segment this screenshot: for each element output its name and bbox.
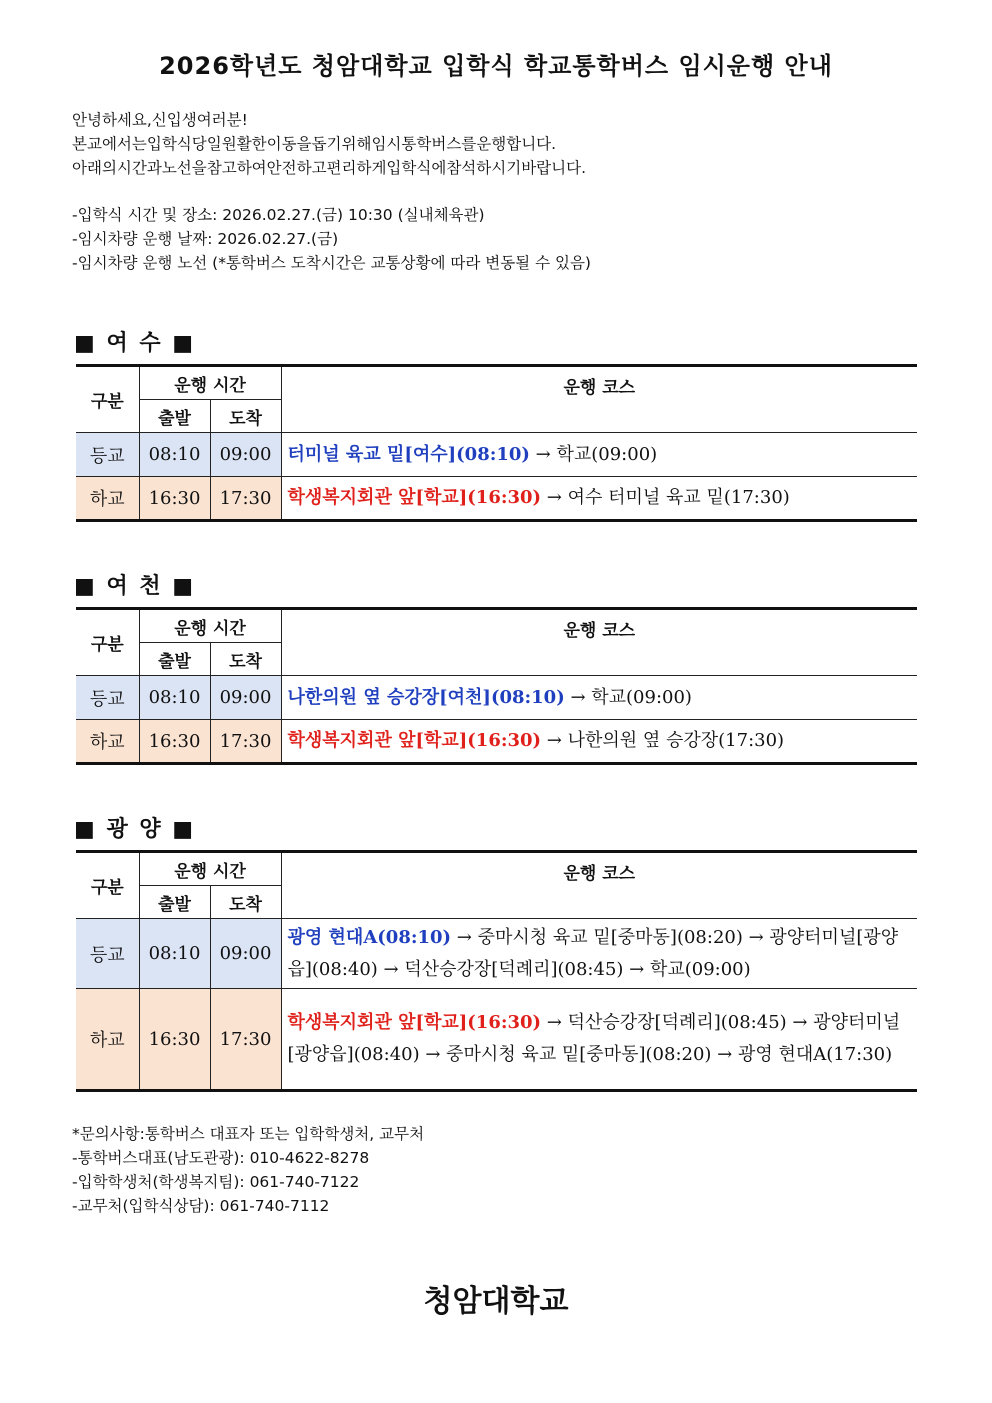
depart-time: 08:10 [139, 433, 210, 477]
schedule-table-yeocheon [76, 607, 917, 765]
schedule-table-gwangyang [76, 850, 917, 1092]
route-rest: → 중마시청 육교 밑[중마동](08:20) → 광양터미널[광양읍](08:40) → 덕산승강장[덕례리](08:45) → 학교(09:00) [287, 926, 899, 980]
header-course: 운행 코스 [281, 609, 917, 676]
section-heading-gwangyang: ■ 광 양 ■ [74, 816, 196, 842]
info-list [72, 203, 591, 275]
row-type: 하교 [76, 989, 139, 1091]
info-line-route: -임시차량 운행 노선 (*통학버스 도착시간은 교통상황에 따라 변동될 수 있음) [72, 254, 591, 272]
row-type: 등교 [76, 919, 139, 989]
arrive-time: 09:00 [210, 676, 281, 720]
contact-info [72, 1122, 424, 1218]
intro-text [72, 108, 586, 180]
header-course: 운행 코스 [281, 366, 917, 433]
table-row [76, 989, 917, 1091]
route-start: 나한의원 옆 승강장[여천](08:10) [287, 686, 565, 708]
arrive-time: 17:30 [210, 477, 281, 521]
route-start: 광영 현대A(08:10) [287, 926, 452, 948]
depart-time: 16:30 [139, 989, 210, 1091]
contact-line: -통학버스대표(남도관광): 010-4622-8278 [72, 1149, 370, 1167]
info-line-ceremony: -입학식 시간 및 장소: 2026.02.27.(금) 10:30 (실내체육관) [72, 206, 485, 224]
header-depart: 출발 [139, 643, 210, 676]
page-title: 2026학년도 청암대학교 입학식 학교통학버스 임시운행 안내 [159, 52, 833, 80]
route-start: 학생복지회관 앞[학교](16:30) [287, 730, 542, 751]
header-arrive: 도착 [210, 886, 281, 919]
route-course [281, 720, 917, 764]
contact-line: *문의사항:통학버스 대표자 또는 입학학생처, 교무처 [72, 1125, 425, 1143]
route-course [281, 477, 917, 521]
route-rest: → 여수 터미널 육교 밑(17:30) [541, 487, 790, 508]
row-type: 하교 [76, 477, 139, 521]
table-row [76, 676, 917, 720]
depart-time: 16:30 [139, 477, 210, 521]
header-depart: 출발 [139, 400, 210, 433]
route-start: 학생복지회관 앞[학교](16:30) [287, 487, 542, 508]
route-course [281, 676, 917, 720]
section-heading-yeosu: ■ 여 수 ■ [74, 330, 196, 356]
table-row [76, 477, 917, 521]
depart-time: 08:10 [139, 919, 210, 989]
route-rest: → 덕산승강장[덕례리](08:45) → 광양터미널[광양읍](08:40) → 중마시청 육교 밑[중마동](08:20) → 광영 현대A(17:30) [287, 1012, 901, 1065]
header-arrive: 도착 [210, 643, 281, 676]
arrive-time: 17:30 [210, 720, 281, 764]
depart-time: 16:30 [139, 720, 210, 764]
row-type: 등교 [76, 676, 139, 720]
schedule-table-yeosu [76, 364, 917, 522]
route-rest: → 나한의원 옆 승강장(17:30) [541, 730, 785, 751]
header-arrive: 도착 [210, 400, 281, 433]
intro-line: 아래의시간과노선을참고하여안전하고편리하게입학식에참석하시기바랍니다. [72, 159, 587, 177]
row-type: 하교 [76, 720, 139, 764]
info-line-date: -임시차량 운행 날짜: 2026.02.27.(금) [72, 230, 339, 248]
header-course: 운행 코스 [281, 852, 917, 919]
route-course [281, 433, 917, 477]
table-row [76, 720, 917, 764]
table-row [76, 433, 917, 477]
route-rest: → 학교(09:00) [564, 686, 692, 708]
header-time: 운행 시간 [139, 366, 281, 400]
header-time: 운행 시간 [139, 609, 281, 643]
arrive-time: 17:30 [210, 989, 281, 1091]
route-rest: → 학교(09:00) [529, 443, 658, 465]
school-name-footer: 청암대학교 [423, 1284, 569, 1319]
row-type: 등교 [76, 433, 139, 477]
route-course [281, 919, 917, 989]
route-course [281, 989, 917, 1091]
arrive-time: 09:00 [210, 919, 281, 989]
intro-line: 본교에서는입학식당일원활한이동을돕기위해임시통학버스를운행합니다. [72, 135, 557, 153]
depart-time: 08:10 [139, 676, 210, 720]
header-category: 구분 [76, 609, 139, 676]
header-depart: 출발 [139, 886, 210, 919]
contact-line: -교무처(입학식상담): 061-740-7112 [72, 1197, 330, 1215]
route-start: 터미널 육교 밑[여수](08:10) [287, 443, 530, 465]
intro-line: 안녕하세요,신입생여러분! [72, 111, 248, 129]
header-time: 운행 시간 [139, 852, 281, 886]
arrive-time: 09:00 [210, 433, 281, 477]
contact-line: -입학학생처(학생복지팀): 061-740-7122 [72, 1173, 360, 1191]
table-row [76, 919, 917, 989]
header-category: 구분 [76, 852, 139, 919]
route-start: 학생복지회관 앞[학교](16:30) [287, 1012, 542, 1033]
section-heading-yeocheon: ■ 여 천 ■ [74, 573, 196, 599]
header-category: 구분 [76, 366, 139, 433]
